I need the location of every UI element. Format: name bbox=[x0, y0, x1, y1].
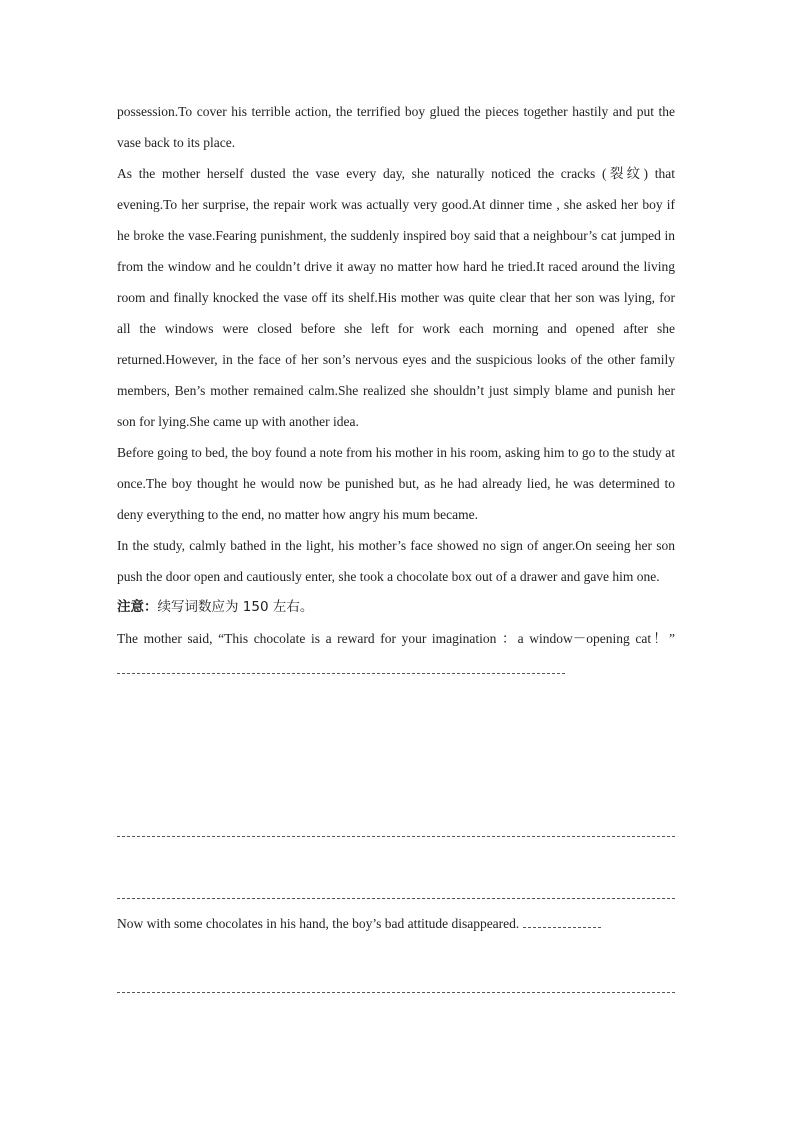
answer-blank-inline-2[interactable] bbox=[523, 913, 601, 928]
answer-blank-inline-1[interactable] bbox=[117, 659, 565, 674]
continuation-opening-1: The mother said, “This chocolate is a reward for your imagination ：a window－opening cat！” bbox=[117, 631, 675, 646]
word-count-note bbox=[117, 592, 675, 623]
answer-line-3[interactable] bbox=[117, 992, 675, 993]
note-text: 续写词数应为 150 左右。 bbox=[157, 599, 314, 615]
answer-line-2[interactable] bbox=[117, 898, 675, 899]
continuation-prompt-2 bbox=[117, 908, 675, 939]
note-label: 注意： bbox=[117, 599, 158, 615]
continuation-opening-2: Now with some chocolates in his hand, the boy’s bad attitude disappeared. bbox=[117, 916, 520, 931]
document-page bbox=[117, 96, 675, 931]
story-paragraph-2: As the mother herself dusted the vase every day, she naturally noticed the cracks (裂纹) that evening.To her surprise, the repair work was actually very good.At dinner time , she asked her boy if he broke the vase.Fearing punishment, the suddenly inspired boy said that a neighbour’s cat jumped in from the window and he couldn’t drive it away no matter how hard he tried.It raced around the living room and finally knocked the vase off its shelf.His mother was quite clear that her son was lying, for all the windows were closed before she left for work each morning and opened after she returned.However, in the face of her son’s nervous eyes and the suspicious looks of the other family members, Ben’s mother remained calm.She realized she shouldn’t just simply blame and punish her son for lying.She came up with another idea. bbox=[117, 166, 675, 429]
story-paragraph-3: Before going to bed, the boy found a note from his mother in his room, asking him to go to the study at once.The boy thought he would now be punished but, as he had already lied, he was determined to deny everything to the end, no matter how angry his mum became. bbox=[117, 445, 675, 522]
answer-line-1[interactable] bbox=[117, 836, 675, 837]
continuation-prompt-1 bbox=[117, 623, 675, 685]
story-paragraph-1: possession.To cover his terrible action, the terrified boy glued the pieces together hastily and put the vase back to its place. bbox=[117, 104, 675, 150]
story-paragraph-4: In the study, calmly bathed in the light, his mother’s face showed no sign of anger.On seeing her son push the door open and cautiously enter, she took a chocolate box out of a drawer and gave him one. bbox=[117, 538, 675, 584]
